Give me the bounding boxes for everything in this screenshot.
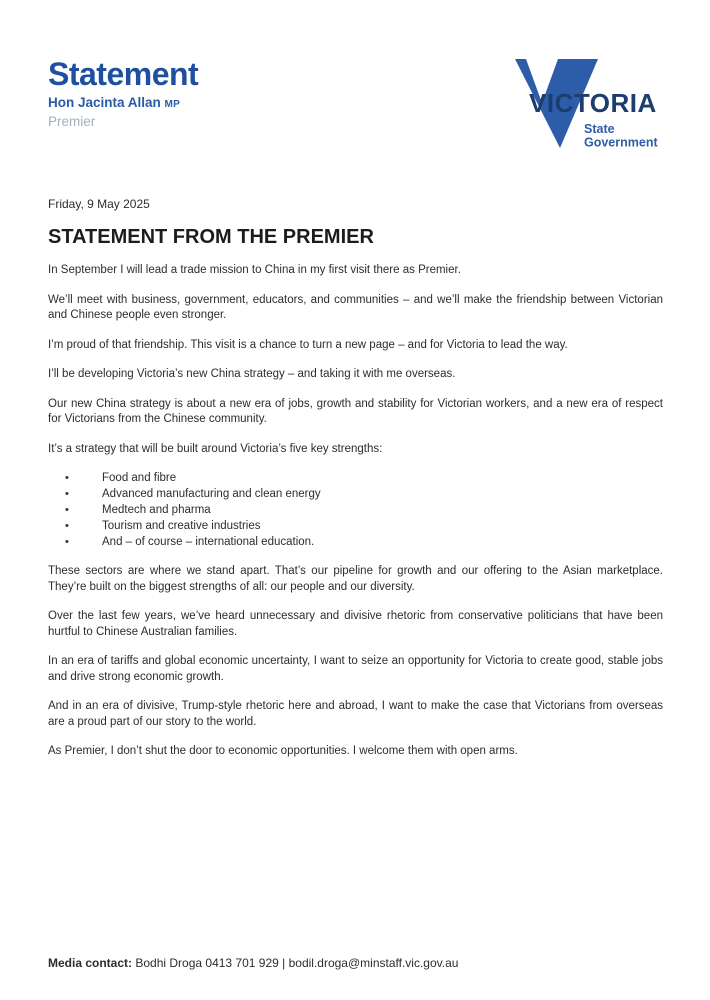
document-body (48, 197, 663, 760)
list-item-text: And – of course – international education. (102, 536, 315, 548)
list-item (48, 518, 663, 534)
paragraph: In an era of tariffs and global economic uncertainty, I want to seize an opportunity for Victoria to create good, stable jobs and drive strong economic growth. (48, 655, 663, 683)
document-heading: STATEMENT FROM THE PREMIER (48, 226, 374, 248)
author-name-text: Hon Jacinta Allan (48, 95, 161, 110)
key-strengths-list (48, 470, 663, 550)
list-item-text: Advanced manufacturing and clean energy (102, 488, 321, 500)
bullet-icon: • (65, 520, 69, 532)
document-date: Friday, 9 May 2025 (48, 197, 150, 211)
author-name (48, 96, 198, 112)
paragraph: These sectors are where we stand apart. That’s our pipeline for growth and our offering to the Asian marketplace. They’re built on the biggest strengths of all: our people and our diversity. (48, 565, 663, 593)
paragraph: And in an era of divisive, Trump-style rhetoric here and abroad, I want to make the case that Victorians from overseas are a proud part of our story to the world. (48, 700, 663, 728)
paragraph: Our new China strategy is about a new era of jobs, growth and stability for Victorian workers, and a new era of respect for Victorians from the Chinese community. (48, 397, 663, 425)
list-item (48, 502, 663, 518)
author-role: Premier (48, 114, 96, 129)
victoria-logo-graphic (514, 56, 666, 152)
list-item-text: Medtech and pharma (102, 504, 211, 516)
masthead (48, 57, 198, 129)
list-item-text: Tourism and creative industries (102, 520, 261, 532)
paragraph: I’m proud of that friendship. This visit is a chance to turn a new page – and for Victoria to lead the way. (48, 338, 568, 351)
list-item (48, 470, 663, 486)
media-contact-details: Bodhi Droga 0413 701 929 | bodil.droga@minstaff.vic.gov.au (135, 956, 459, 970)
logo-sub-line1: State (584, 122, 615, 136)
paragraph: I’ll be developing Victoria’s new China strategy – and taking it with me overseas. (48, 368, 456, 380)
victoria-state-government-logo (514, 56, 666, 152)
paragraph: It’s a strategy that will be built around Victoria’s five key strengths: (48, 442, 383, 455)
bullet-icon: • (65, 472, 69, 484)
paragraph: We’ll meet with business, government, educators, and communities – and we’ll make the friendship between Victorian and Chinese people even stronger. (48, 293, 663, 321)
masthead-title: Statement (48, 56, 199, 92)
bullet-icon: • (65, 488, 69, 500)
list-item (48, 486, 663, 502)
logo-brand-text: VICTORIA (529, 88, 657, 118)
paragraph: In September I will lead a trade mission to China in my first visit there as Premier. (48, 264, 461, 276)
paragraph: As Premier, I don’t shut the door to economic opportunities. I welcome them with open arms. (48, 745, 518, 757)
media-contact-footer (48, 956, 458, 971)
logo-sub-line2: Government (584, 135, 658, 150)
bullet-icon: • (65, 536, 69, 548)
list-item-text: Food and fibre (102, 472, 177, 484)
bullet-icon: • (65, 504, 69, 516)
list-item (48, 534, 663, 550)
author-mp-suffix: MP (164, 99, 181, 110)
paragraph: Over the last few years, we’ve heard unnecessary and divisive rhetoric from conservative politicians that have been hurtful to Chinese Australian families. (48, 610, 663, 638)
media-contact-label: Media contact: (48, 956, 133, 970)
